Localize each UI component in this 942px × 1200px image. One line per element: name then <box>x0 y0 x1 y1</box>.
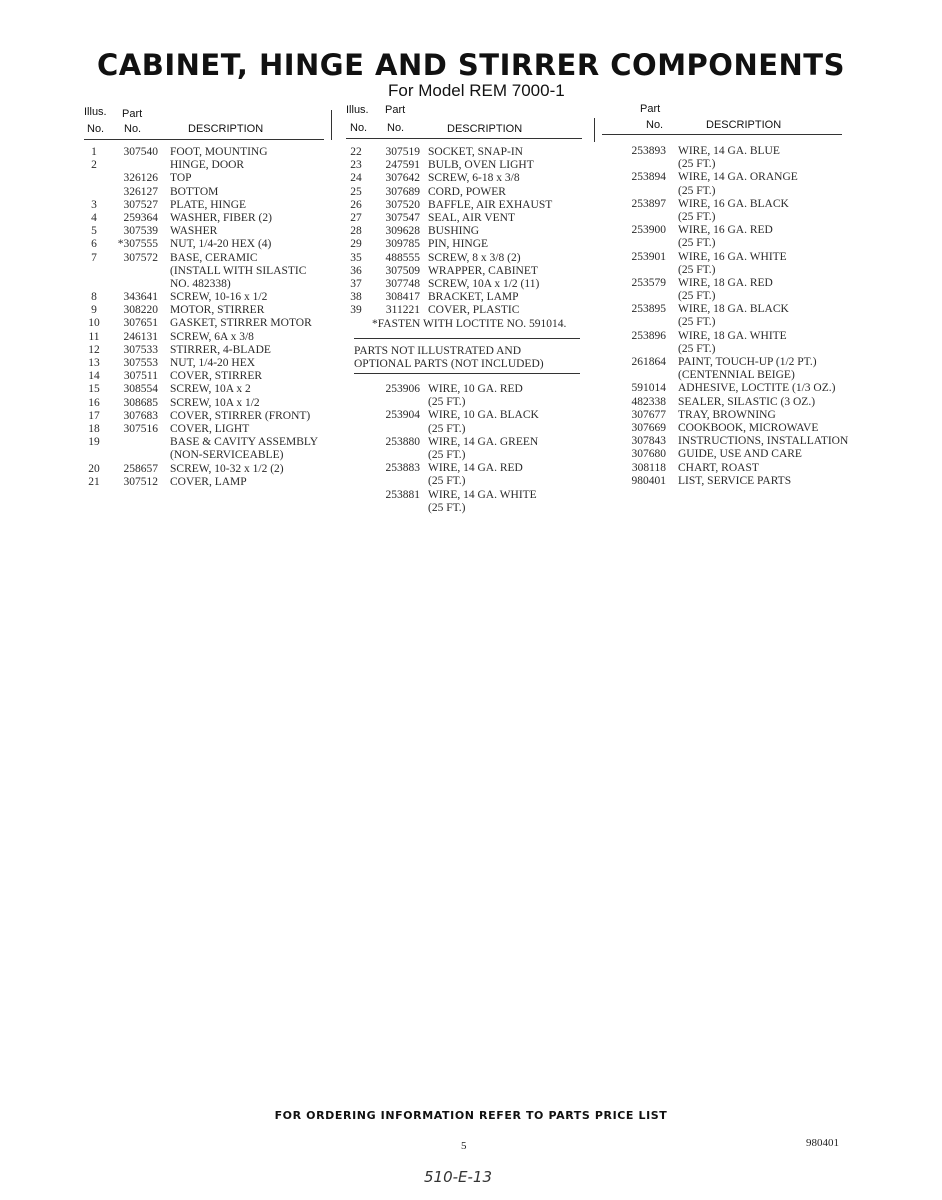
part-number: 258657 <box>123 462 158 475</box>
illus-number: 23 <box>350 159 362 172</box>
part-description: WIRE, 14 GA. RED <box>428 462 523 475</box>
illus-number: 17 <box>88 409 100 422</box>
optional-section-rule-top <box>354 338 580 339</box>
illus-number: 6 <box>91 238 97 251</box>
illus-number: 24 <box>350 172 362 185</box>
table-row <box>602 237 864 250</box>
part-description: WIRE, 14 GA. GREEN <box>428 435 539 448</box>
part-description: ADHESIVE, LOCTITE (1/3 OZ.) <box>678 382 836 395</box>
part-number: 308118 <box>631 461 666 474</box>
illus-number: 27 <box>350 211 362 224</box>
illus-number: 8 <box>91 291 97 304</box>
table-row <box>346 409 591 422</box>
part-number: 307533 <box>123 343 158 356</box>
table-row <box>84 397 329 410</box>
part-number: 307642 <box>385 172 420 185</box>
part-description: BULB, OVEN LIGHT <box>428 159 534 172</box>
illus-number: 21 <box>88 475 100 488</box>
part-number: 247591 <box>385 159 420 172</box>
part-description: MOTOR, STIRRER <box>170 304 265 317</box>
table-row <box>84 449 329 462</box>
part-description: CHART, ROAST <box>678 461 759 474</box>
table-row <box>346 502 591 515</box>
part-number: 307683 <box>123 409 158 422</box>
illus-number: 5 <box>91 225 97 238</box>
part-description: SCREW, 6A x 3/8 <box>170 330 254 343</box>
table-row <box>602 264 864 277</box>
part-description: WIRE, 16 GA. BLACK <box>678 197 789 210</box>
table-row <box>602 369 864 382</box>
table-row <box>84 317 329 330</box>
table-row <box>346 396 591 409</box>
table-row <box>602 290 864 303</box>
table-row <box>84 304 329 317</box>
table-row <box>346 212 591 225</box>
part-description: COVER, STIRRER <box>170 370 263 383</box>
part-description: (25 FT.) <box>678 342 716 355</box>
table-row <box>346 146 591 159</box>
part-description: WASHER <box>170 225 218 238</box>
part-number: 980401 <box>631 474 666 487</box>
illus-number: 39 <box>350 304 362 317</box>
part-description: WIRE, 16 GA. RED <box>678 224 773 237</box>
illus-number: 28 <box>350 225 362 238</box>
table-row <box>346 225 591 238</box>
part-number: 253900 <box>631 224 666 237</box>
part-description: WIRE, 18 GA. WHITE <box>678 329 787 342</box>
document-number: 980401 <box>806 1137 839 1149</box>
middle-header-part: Part <box>385 104 406 116</box>
table-row <box>602 356 864 369</box>
table-row <box>84 199 329 212</box>
illus-number: 13 <box>88 357 100 369</box>
part-description: (25 FT.) <box>678 184 716 197</box>
part-number: 309628 <box>385 225 420 238</box>
table-row <box>346 423 591 436</box>
part-description: (25 FT.) <box>428 501 466 514</box>
part-number: 307512 <box>123 475 158 488</box>
illus-number: 10 <box>88 317 100 330</box>
part-description: (25 FT.) <box>678 158 716 171</box>
table-row <box>346 265 591 278</box>
middle-header-illus: Illus. <box>346 104 369 116</box>
part-description: HINGE, DOOR <box>170 159 245 172</box>
part-number: 307677 <box>631 408 666 421</box>
illus-number: 36 <box>350 264 362 277</box>
part-description: NO. 482338) <box>170 277 231 290</box>
table-row <box>84 212 329 225</box>
part-description: (25 FT.) <box>428 422 466 435</box>
part-number: 308685 <box>123 396 158 409</box>
left-header-part: Part <box>122 108 143 120</box>
part-number: 326127 <box>123 185 158 198</box>
illus-number: 11 <box>88 330 100 343</box>
table-row <box>602 171 864 184</box>
left-header-part-no: No. <box>124 123 142 135</box>
table-row <box>84 265 329 278</box>
table-row <box>346 436 591 449</box>
illus-number: 4 <box>91 211 97 224</box>
part-description: SCREW, 10A x 2 <box>170 383 251 396</box>
part-number: 253906 <box>385 383 420 395</box>
part-number: 261864 <box>631 356 666 368</box>
column-divider <box>331 110 332 140</box>
part-description: (25 FT.) <box>428 396 466 409</box>
part-description: SCREW, 10-16 x 1/2 <box>170 291 268 304</box>
optional-section-rule-bottom <box>354 373 580 374</box>
table-row <box>84 357 329 370</box>
table-row <box>346 199 591 212</box>
part-description: WIRE, 14 GA. WHITE <box>428 488 537 501</box>
part-description: PIN, HINGE <box>428 238 489 251</box>
table-row <box>84 423 329 436</box>
part-description: FOOT, MOUNTING <box>170 146 268 158</box>
part-number: 253883 <box>385 462 420 475</box>
right-header-description: DESCRIPTION <box>706 119 782 131</box>
part-description: COVER, LAMP <box>170 475 247 488</box>
table-row <box>84 291 329 304</box>
part-number: 307669 <box>631 421 666 434</box>
part-description: (25 FT.) <box>428 475 466 488</box>
middle-header-illus-no: No. <box>350 122 368 134</box>
part-description: WASHER, FIBER (2) <box>170 211 272 224</box>
part-description: WIRE, 10 GA. RED <box>428 383 523 395</box>
part-description: BUSHING <box>428 225 480 238</box>
page-subtitle: For Model REM 7000-1 <box>388 81 565 100</box>
illus-number: 15 <box>88 383 100 396</box>
optional-section-title-2: OPTIONAL PARTS (NOT INCLUDED) <box>354 358 544 370</box>
part-number: 253897 <box>631 197 666 210</box>
table-row <box>84 410 329 423</box>
part-number: 482338 <box>631 395 666 408</box>
page-number: 5 <box>461 1140 467 1152</box>
illus-number: 20 <box>88 462 100 475</box>
illus-number: 38 <box>350 291 362 304</box>
illus-number: 35 <box>350 251 362 264</box>
optional-section-title-1: PARTS NOT ILLUSTRATED AND <box>354 345 522 357</box>
page-title: CABINET, HINGE AND STIRRER COMPONENTS <box>97 48 845 82</box>
part-description: (CENTENNIAL BEIGE) <box>678 369 795 382</box>
part-description: WIRE, 14 GA. ORANGE <box>678 171 798 184</box>
middle-parts-table <box>346 146 591 317</box>
table-row <box>602 145 864 158</box>
left-parts-table <box>84 146 329 489</box>
part-description: INSTRUCTIONS, INSTALLATION <box>678 435 849 448</box>
illus-number: 29 <box>350 238 362 251</box>
table-row <box>602 448 864 461</box>
table-row <box>84 186 329 199</box>
table-row <box>84 146 329 159</box>
table-row <box>84 159 329 172</box>
part-number: 309785 <box>385 238 420 251</box>
part-description: STIRRER, 4-BLADE <box>170 343 271 356</box>
handwritten-note: 510-E-13 <box>424 1168 493 1186</box>
illus-number: 37 <box>350 277 362 290</box>
table-row <box>602 382 864 395</box>
part-number: 307520 <box>385 198 420 211</box>
part-description: BASE & CAVITY ASSEMBLY <box>170 436 319 449</box>
table-row <box>602 251 864 264</box>
table-row <box>602 330 864 343</box>
part-number: 253895 <box>631 303 666 316</box>
part-number: 307540 <box>123 146 158 158</box>
table-row <box>84 238 329 251</box>
part-number: 307689 <box>385 185 420 198</box>
table-row <box>602 224 864 237</box>
illus-number: 25 <box>350 185 362 198</box>
part-number: 307748 <box>385 277 420 290</box>
table-row <box>84 463 329 476</box>
table-row <box>346 291 591 304</box>
part-description: (25 FT.) <box>678 263 716 276</box>
part-description: WIRE, 10 GA. BLACK <box>428 409 539 422</box>
illus-number: 3 <box>91 198 97 211</box>
illus-number: 12 <box>88 343 100 356</box>
part-description: SEAL, AIR VENT <box>428 211 515 224</box>
part-description: CORD, POWER <box>428 185 506 198</box>
part-number: 307547 <box>385 211 420 224</box>
part-description: (25 FT.) <box>678 290 716 303</box>
middle-header-rule <box>346 138 582 139</box>
part-number: 307527 <box>123 198 158 211</box>
part-description: (25 FT.) <box>678 210 716 223</box>
table-row <box>84 436 329 449</box>
table-row <box>346 462 591 475</box>
table-row <box>84 476 329 489</box>
part-number: 307843 <box>631 435 666 448</box>
part-number: 308220 <box>123 304 158 317</box>
illus-number: 2 <box>91 159 97 172</box>
table-row <box>602 158 864 171</box>
right-header-part-no: No. <box>646 119 664 131</box>
part-description: GASKET, STIRRER MOTOR <box>170 317 312 330</box>
illus-number: 1 <box>91 146 97 158</box>
table-row <box>346 238 591 251</box>
part-description: SOCKET, SNAP-IN <box>428 146 523 158</box>
part-number: 259364 <box>123 211 158 224</box>
right-header-part: Part <box>640 103 661 115</box>
part-description: SCREW, 10A x 1/2 <box>170 396 260 409</box>
part-number: 253904 <box>385 409 420 422</box>
left-header-description: DESCRIPTION <box>188 123 264 135</box>
part-description: COVER, LIGHT <box>170 422 250 435</box>
part-number: 311221 <box>385 304 420 317</box>
table-row <box>602 396 864 409</box>
left-header-rule <box>84 139 324 140</box>
table-row <box>346 489 591 502</box>
part-description: WIRE, 18 GA. RED <box>678 276 773 289</box>
table-row <box>602 475 864 488</box>
ordering-footer: FOR ORDERING INFORMATION REFER TO PARTS PRICE LIST <box>274 1109 668 1122</box>
part-description: COVER, STIRRER (FRONT) <box>170 409 311 422</box>
illus-number: 19 <box>88 436 100 449</box>
part-number: 307553 <box>123 357 158 369</box>
part-description: SCREW, 10-32 x 1/2 (2) <box>170 462 284 475</box>
part-description: WIRE, 18 GA. BLACK <box>678 303 789 316</box>
part-description: COOKBOOK, MICROWAVE <box>678 421 819 434</box>
table-row <box>346 383 591 396</box>
part-description: (25 FT.) <box>428 448 466 461</box>
table-row <box>602 211 864 224</box>
part-number: 326126 <box>123 172 158 185</box>
left-header-illus-no: No. <box>87 123 105 135</box>
illus-number: 18 <box>88 422 100 435</box>
table-row <box>346 252 591 265</box>
part-number: 253880 <box>385 435 420 448</box>
table-row <box>602 409 864 422</box>
middle-header-part-no: No. <box>387 122 405 134</box>
table-row <box>602 435 864 448</box>
middle-header-description: DESCRIPTION <box>447 123 523 135</box>
part-number: 308554 <box>123 383 158 396</box>
part-description: (25 FT.) <box>678 237 716 250</box>
table-row <box>346 159 591 172</box>
part-number: 591014 <box>631 382 666 395</box>
part-number: 307680 <box>631 448 666 461</box>
part-description: (NON-SERVICEABLE) <box>170 449 284 462</box>
part-description: WRAPPER, CABINET <box>428 264 538 277</box>
table-row <box>84 278 329 291</box>
part-description: NUT, 1/4-20 HEX (4) <box>170 238 272 251</box>
part-number: 307572 <box>123 251 158 264</box>
part-description: SCREW, 8 x 3/8 (2) <box>428 251 521 264</box>
part-number: 343641 <box>123 291 158 304</box>
table-row <box>84 172 329 185</box>
part-number: 307539 <box>123 225 158 238</box>
table-row <box>602 185 864 198</box>
part-number: 253894 <box>631 171 666 184</box>
part-description: (25 FT.) <box>678 316 716 329</box>
part-number: 253881 <box>385 488 420 501</box>
table-row <box>602 316 864 329</box>
table-row <box>84 383 329 396</box>
table-row <box>346 186 591 199</box>
part-number: 253579 <box>631 276 666 289</box>
part-description: SEALER, SILASTIC (3 OZ.) <box>678 395 816 408</box>
part-description: TRAY, BROWNING <box>678 408 776 421</box>
part-description: TOP <box>170 172 192 185</box>
optional-parts-table <box>346 383 591 515</box>
right-parts-table <box>602 145 864 488</box>
table-row <box>346 475 591 488</box>
illus-number: 16 <box>88 396 100 409</box>
part-description: WIRE, 14 GA. BLUE <box>678 145 780 157</box>
part-description: WIRE, 16 GA. WHITE <box>678 250 787 263</box>
part-number: 307519 <box>385 146 420 158</box>
table-row <box>602 277 864 290</box>
part-description: SCREW, 6-18 x 3/8 <box>428 172 520 185</box>
part-description: LIST, SERVICE PARTS <box>678 474 792 487</box>
table-row <box>84 225 329 238</box>
fasten-note: *FASTEN WITH LOCTITE NO. 591014. <box>372 318 567 330</box>
part-number: 308417 <box>385 291 420 304</box>
left-header-illus: Illus. <box>84 106 107 118</box>
illus-number: 7 <box>91 251 97 264</box>
part-number: *307555 <box>117 238 158 251</box>
part-number: 246131 <box>123 330 158 343</box>
table-row <box>84 252 329 265</box>
table-row <box>84 344 329 357</box>
table-row <box>346 278 591 291</box>
part-description: NUT, 1/4-20 HEX <box>170 357 256 369</box>
part-number: 253901 <box>631 250 666 263</box>
part-description: BOTTOM <box>170 185 219 198</box>
part-number: 253893 <box>631 145 666 157</box>
right-header-rule <box>602 134 842 135</box>
part-description: COVER, PLASTIC <box>428 304 520 317</box>
part-number: 488555 <box>385 251 420 264</box>
part-description: PAINT, TOUCH-UP (1/2 PT.) <box>678 356 817 368</box>
table-row <box>602 343 864 356</box>
illus-number: 26 <box>350 198 362 211</box>
part-number: 307511 <box>123 370 158 383</box>
illus-number: 22 <box>350 146 362 158</box>
table-row <box>84 331 329 344</box>
table-row <box>346 449 591 462</box>
part-description: BASE, CERAMIC <box>170 251 258 264</box>
table-row <box>346 304 591 317</box>
part-description: (INSTALL WITH SILASTIC <box>170 264 307 277</box>
part-number: 307509 <box>385 264 420 277</box>
table-row <box>84 370 329 383</box>
part-description: BAFFLE, AIR EXHAUST <box>428 198 553 211</box>
part-description: SCREW, 10A x 1/2 (11) <box>428 277 540 290</box>
illus-number: 14 <box>88 370 100 383</box>
table-row <box>602 422 864 435</box>
table-row <box>602 303 864 316</box>
part-number: 307651 <box>123 317 158 330</box>
part-description: PLATE, HINGE <box>170 198 247 211</box>
part-description: GUIDE, USE AND CARE <box>678 448 802 461</box>
column-divider-2 <box>594 118 595 142</box>
table-row <box>346 172 591 185</box>
illus-number: 9 <box>91 304 97 317</box>
part-number: 253896 <box>631 329 666 342</box>
table-row <box>602 198 864 211</box>
part-number: 307516 <box>123 422 158 435</box>
part-description: BRACKET, LAMP <box>428 291 519 304</box>
table-row <box>602 462 864 475</box>
